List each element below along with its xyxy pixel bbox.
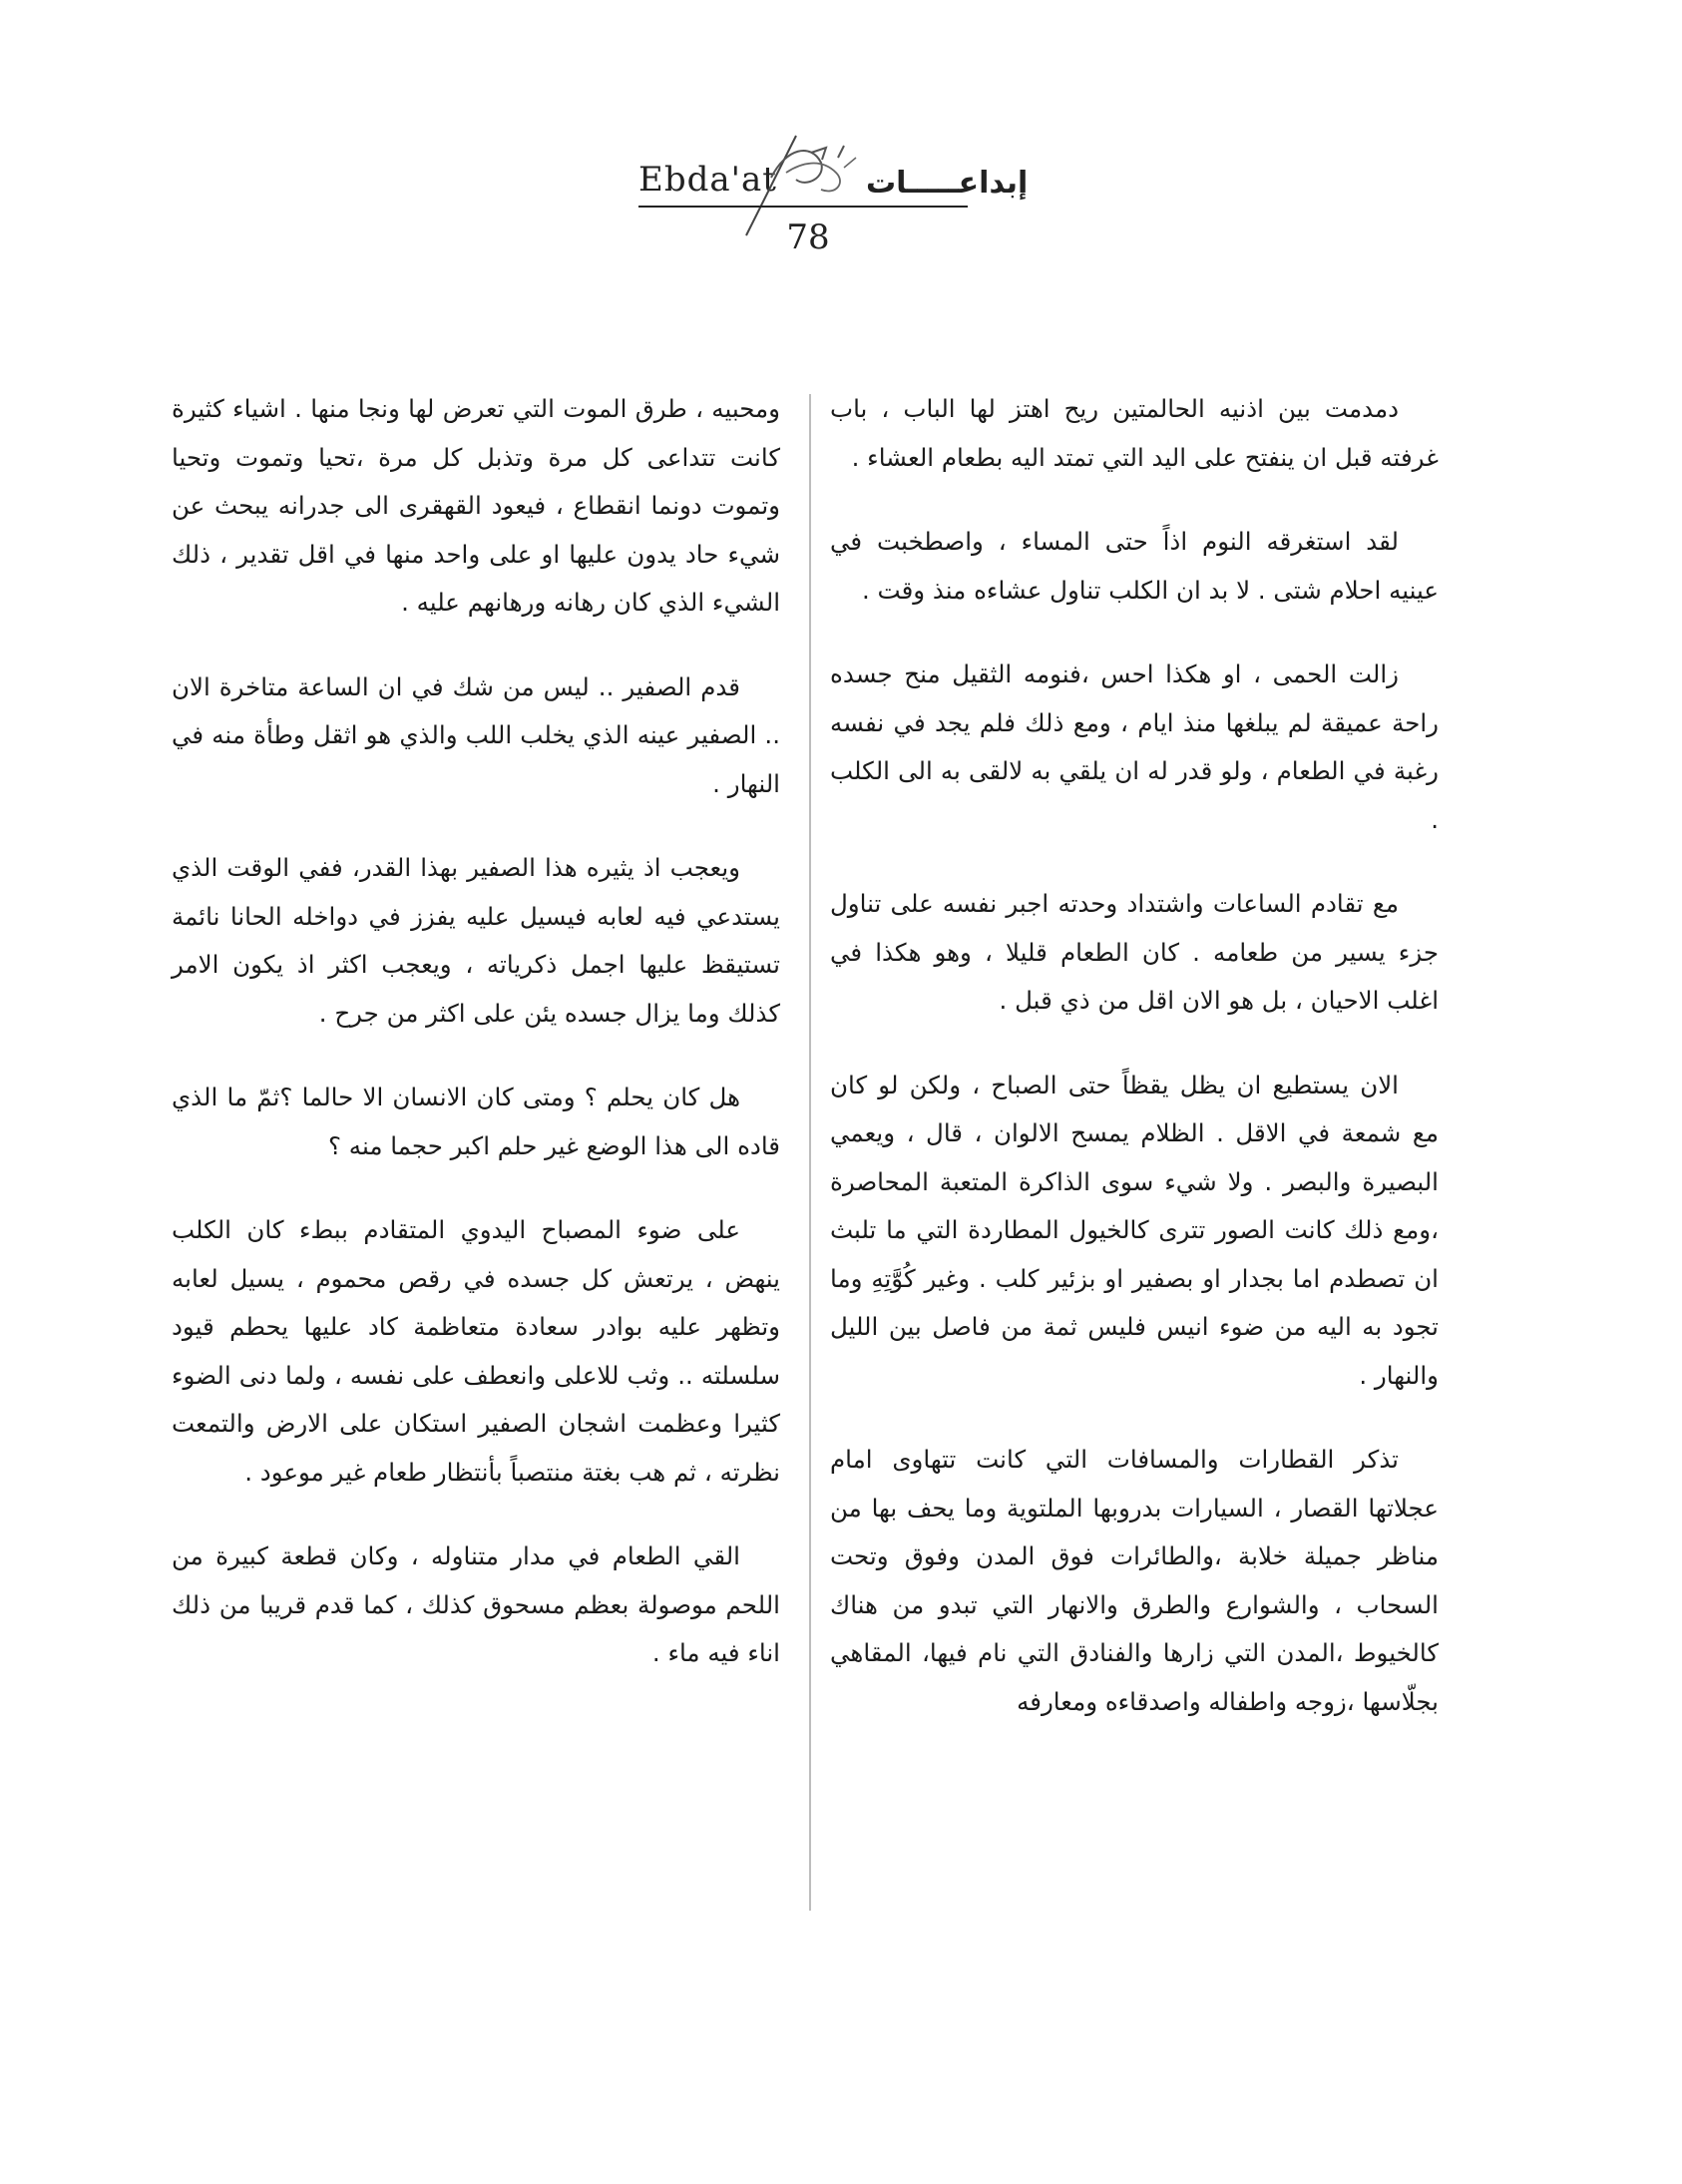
page-number: 78 — [786, 218, 830, 257]
paragraph: ويعجب اذ يثيره هذا الصفير بهذا القدر، ففي الوقت الذي يستدعي فيه لعابه فيسيل عليه يفزز في دواخله الحانا نائمة تستيقظ عليها اجمل ذكرياته ، ويعجب اكثر اذ يكون الامر كذلك وما يزال جسده يئن على اكثر من جرح . — [172, 853, 780, 1028]
paragraph: ومحبيه ، طرق الموت التي تعرض لها ونجا منها . اشياء كثيرة كانت تتداعى كل مرة وتذبل كل مرة ،تحيا وتموت وتحيا وتموت دونما انقطاع ، فيعود القهقرى الى جدرانه يبحث عن شيء حاد يدون عليها او على واحد منها في اقل تقدير ، ذلك الشيء الذي كان رهانه ورهانهم عليه . — [172, 394, 780, 617]
paragraph: مع تقادم الساعات واشتداد وحدته اجبر نفسه على تناول جزء يسير من طعامه . كان الطعام قليلا ، وهو هكذا في اغلب الاحيان ، بل هو الان اقل من ذي قبل . — [830, 889, 1439, 1015]
paragraph: دمدمت بين اذنيه الحالمتين ريح اهتز لها الباب ، باب غرفته قبل ان ينفتح على اليد التي تمتد اليه بطعام العشاء . — [830, 394, 1439, 472]
paragraph: على ضوء المصباح اليدوي المتقادم ببطء كان الكلب ينهض ، يرتعش كل جسده في رقص محموم ، يسيل لعابه وتظهر عليه بوادر سعادة متعاظمة كاد عليها يحطم قيود سلسلته .. وثب للاعلى وانعطف على نفسه ، ولما دنى الضوء كثيرا وعظمت اشجان الصفير استكان على الارض والتمعت نظرته ، ثم هب بغتة منتصباً بأنتظار طعام غير موعود . — [172, 1215, 780, 1487]
masthead-rule — [638, 206, 968, 208]
paragraph: الان يستطيع ان يظل يقظاً حتى الصباح ، ولكن لو كان مع شمعة في الاقل . الظلام يمسح الالوان ، قال ، ويعمي البصيرة والبصر . ولا شيء سوى الذاكرة المتعبة المحاصرة ،ومع ذلك كانت الصور تترى كالخيول المطاردة التي ما تلبث ان تصطدم اما بجدار او بصفير او بزئير كلب . وغير كُوَّتِهِ وما تجود به اليه من ضوء انيس فليس ثمة من فاصل بين الليل والنهار . — [830, 1070, 1439, 1390]
column-divider — [809, 394, 811, 1911]
text-column-right — [830, 385, 1439, 1762]
magazine-title-arabic: إبداعـــــات — [866, 166, 1029, 201]
paragraph: تذكر القطارات والمسافات التي كانت تتهاوى امام عجلاتها القصار ، السيارات بدروبها الملتوية وما يحف بها من مناظر جميلة خلابة ،والطائرات فوق المدن وفوق وتحت السحاب ، والشوارع والطرق والانهار التي تبدو من هناك كالخيوط ،المدن التي زارها والفنادق التي نام فيها، المقاهي بجلّاسها ،زوجه واطفاله واصدقاءه ومعارفه — [830, 1445, 1439, 1716]
paragraph: القي الطعام في مدار متناوله ، وكان قطعة كبيرة من اللحم موصولة بعظم مسحوق كذلك ، كما قدم قريبا من ذلك اناء فيه ماء . — [172, 1541, 780, 1667]
text-column-left — [172, 385, 780, 1714]
paragraph: لقد استغرقه النوم اذاً حتى المساء ، واصطخبت في عينيه احلام شتى . لا بد ان الكلب تناول عشاءه منذ وقت . — [830, 527, 1439, 605]
magazine-title-latin: Ebda'at — [638, 160, 777, 200]
paragraph: زالت الحمى ، او هكذا احس ،فنومه الثقيل منح جسده راحة عميقة لم يبلغها منذ ايام ، ومع ذلك فلم يجد في نفسه رغبة في الطعام ، ولو قدر له ان يلقي به لالقى به الى الكلب . — [830, 659, 1439, 834]
paragraph: هل كان يحلم ؟ ومتى كان الانسان الا حالما ؟ثمّ ما الذي قاده الى هذا الوضع غير حلم اكبر حجما منه ؟ — [172, 1083, 780, 1160]
paragraph: قدم الصفير .. ليس من شك في ان الساعة متاخرة الان .. الصفير عينه الذي يخلب اللب والذي هو اثقل وطأة منه في النهار . — [172, 671, 780, 798]
page-header — [0, 0, 1682, 289]
